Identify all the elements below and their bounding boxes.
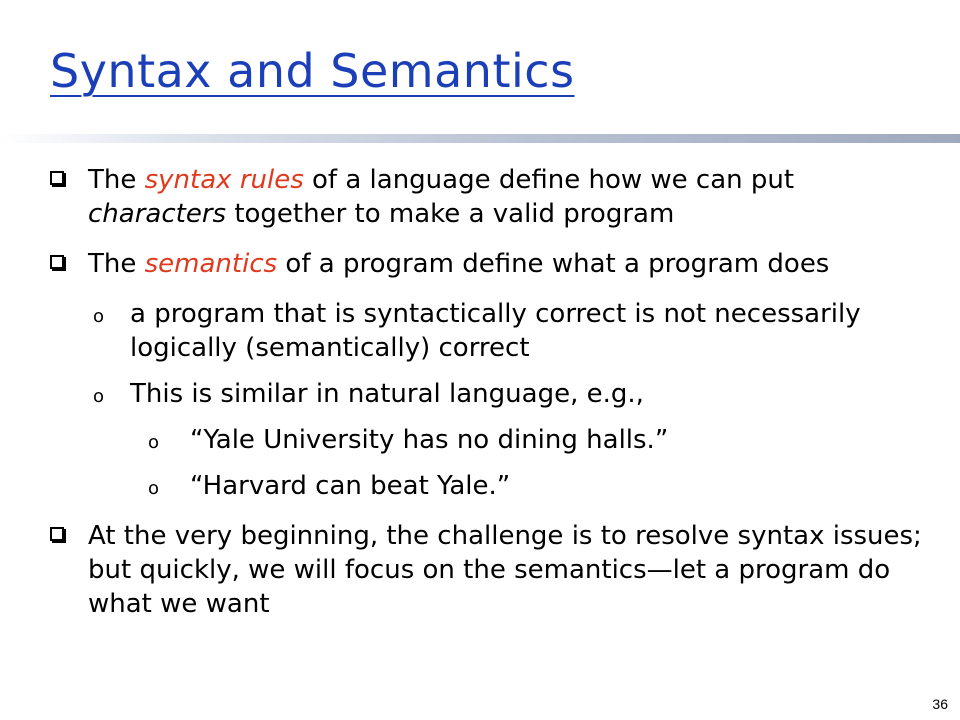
sub-bullet-natural-language: [50, 377, 935, 411]
bullet-text-suffix: together to make a valid program: [226, 199, 675, 229]
title-divider: [0, 134, 960, 143]
square-bullet-icon: [50, 171, 64, 185]
bullet-text-mid: of a language define how we can put: [303, 165, 795, 195]
bullet-challenge: [50, 519, 935, 621]
example-text: “Yale University has no dining halls.”: [190, 425, 669, 455]
example-yale: [50, 423, 935, 457]
example-harvard: [50, 469, 935, 503]
circle-bullet-icon: o: [148, 478, 160, 499]
circle-bullet-icon: o: [93, 306, 105, 327]
slide-title: Syntax and Semantics: [50, 44, 575, 98]
bullet-text-prefix: The: [88, 249, 145, 279]
square-bullet-icon: [50, 527, 64, 541]
square-bullet-icon: [50, 255, 64, 269]
bullet-semantics: [50, 247, 935, 281]
circle-bullet-icon: o: [148, 432, 160, 453]
bullet-syntax-rules: [50, 163, 935, 231]
bullet-text: At the very beginning, the challenge is to resolve syntax issues; but quickly, we will focus on the semantics—let a program do what we want: [88, 521, 922, 619]
emphasis-syntax-rules: syntax rules: [144, 165, 304, 195]
bullet-text-suffix: of a program define what a program does: [277, 249, 830, 279]
slide-body: [50, 163, 935, 637]
sub-bullet-syntactically-correct: [50, 297, 935, 365]
sub-bullet-text: a program that is syntactically correct is not necessarily logically (semantically) correct: [130, 299, 861, 363]
page-number: 36: [932, 696, 948, 712]
sub-bullet-text: This is similar in natural language, e.g.,: [130, 379, 644, 409]
circle-bullet-icon: o: [93, 386, 105, 407]
example-text: “Harvard can beat Yale.”: [190, 471, 511, 501]
bullet-text-prefix: The: [88, 165, 145, 195]
emphasis-characters: characters: [88, 199, 227, 229]
emphasis-semantics: semantics: [144, 249, 278, 279]
